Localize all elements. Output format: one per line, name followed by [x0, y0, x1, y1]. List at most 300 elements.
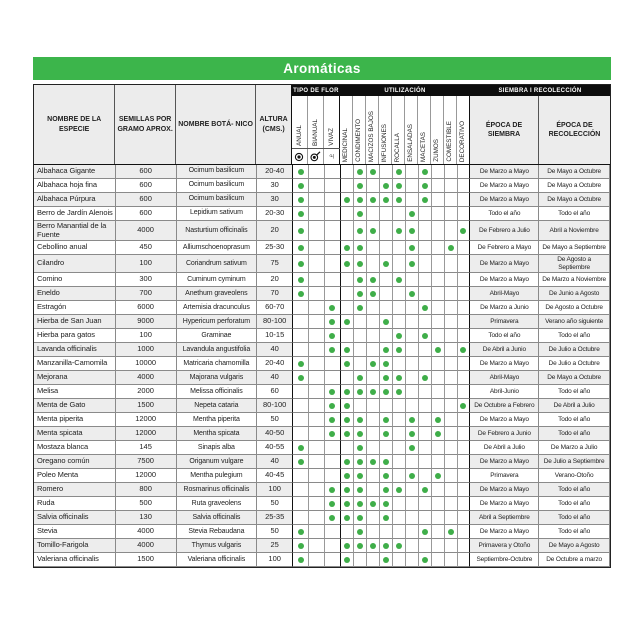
green-dot — [448, 245, 454, 251]
table-row — [34, 427, 610, 441]
mark-cell-zumos — [432, 553, 445, 567]
green-dot — [370, 501, 376, 507]
green-dot — [396, 389, 402, 395]
mark-cell-condimento — [354, 441, 367, 455]
green-dot — [344, 361, 350, 367]
table-row — [34, 539, 610, 553]
mark-cell-anual — [293, 455, 309, 469]
sowing-season-cell: De Marzo a Mayo — [470, 497, 539, 511]
column-label-text: DECORATIVO — [459, 120, 467, 162]
table-row — [34, 301, 610, 315]
botanical-name-cell: Rosmarinus officinalis — [177, 483, 258, 497]
mark-cell-macizos-bajos — [367, 221, 380, 241]
table-row — [34, 255, 610, 273]
mark-cell-decorativo — [458, 329, 471, 343]
mark-cell-condimento — [354, 539, 367, 553]
column-label-text: VIVAZ — [327, 128, 335, 146]
table-row — [34, 343, 610, 357]
mark-cell-macetas — [419, 165, 432, 179]
green-dot — [329, 333, 335, 339]
mark-cell-infusiones — [380, 385, 393, 399]
mark-cell-bianual — [309, 287, 325, 301]
green-dot — [370, 389, 376, 395]
perennial-flower-icon — [324, 149, 340, 164]
green-dot — [409, 445, 415, 451]
mark-cell-macizos-bajos — [367, 301, 380, 315]
mark-cell-ensaladas — [406, 427, 419, 441]
mark-cell-ensaladas — [406, 343, 419, 357]
biennial-flower-icon — [308, 149, 324, 164]
mark-cell-condimento — [354, 483, 367, 497]
sowing-harvest-headers — [470, 96, 610, 164]
mark-cell-condimento — [354, 427, 367, 441]
botanical-name-cell: Matricaria chamomilla — [177, 357, 258, 371]
mark-cell-condimento — [354, 315, 367, 329]
mark-cell-macizos-bajos — [367, 511, 380, 525]
mark-cell-comestible — [445, 255, 458, 273]
mark-cell-macizos-bajos — [367, 413, 380, 427]
species-name-cell: Tomillo-Farigola — [34, 539, 116, 553]
mark-cell-medicinal — [341, 385, 354, 399]
mark-cell-macetas — [419, 399, 432, 413]
harvest-season-cell: Todo el año — [539, 497, 610, 511]
mark-cell-medicinal — [341, 241, 354, 255]
mark-cell-rocalla — [393, 287, 406, 301]
mark-cell-bianual — [309, 399, 325, 413]
mark-cell-decorativo — [458, 553, 471, 567]
column-label-text: COMESTIBLE — [446, 121, 454, 162]
mark-cell-medicinal — [341, 539, 354, 553]
mark-cell-decorativo — [458, 413, 471, 427]
mark-cell-decorativo — [458, 469, 471, 483]
mark-cell-infusiones — [380, 553, 393, 567]
mark-cell-macetas — [419, 553, 432, 567]
mark-cell-infusiones — [380, 427, 393, 441]
mark-cell-vivaz — [325, 287, 341, 301]
mark-cell-decorativo — [458, 165, 471, 179]
green-dot — [383, 389, 389, 395]
species-name-cell: Mostaza blanca — [34, 441, 116, 455]
mark-cell-rocalla — [393, 553, 406, 567]
mark-cell-condimento — [354, 511, 367, 525]
mark-cell-macizos-bajos — [367, 255, 380, 273]
green-dot — [298, 211, 304, 217]
table-row — [34, 241, 610, 255]
mark-cell-ensaladas — [406, 241, 419, 255]
mark-cell-anual — [293, 441, 309, 455]
mark-cell-comestible — [445, 357, 458, 371]
mark-cell-condimento — [354, 193, 367, 207]
utilization-group-bar: UTILIZACIÓN — [340, 85, 470, 96]
mark-cell-rocalla — [393, 525, 406, 539]
mark-cell-zumos — [432, 427, 445, 441]
mark-cell-condimento — [354, 329, 367, 343]
green-dot — [383, 543, 389, 549]
sowing-season-cell: De Marzo a Mayo — [470, 483, 539, 497]
seeds-per-gram-cell: 4000 — [116, 221, 177, 241]
mark-cell-zumos — [432, 329, 445, 343]
mark-cell-macizos-bajos — [367, 525, 380, 539]
seeds-per-gram-cell: 450 — [116, 241, 177, 255]
mark-cell-comestible — [445, 553, 458, 567]
sowing-harvest-group-bar: SIEMBRA I RECOLECCIÓN — [470, 85, 610, 96]
mark-cell-decorativo — [458, 427, 471, 441]
species-name-cell: Stevia — [34, 525, 116, 539]
mark-cell-infusiones — [380, 193, 393, 207]
mark-cell-vivaz — [325, 469, 341, 483]
column-label-text: ENSALADAS — [407, 124, 415, 162]
green-dot — [370, 197, 376, 203]
mark-cell-condimento — [354, 179, 367, 193]
column-label-decorativo — [457, 96, 470, 164]
mark-cell-bianual — [309, 469, 325, 483]
mark-cell-vivaz — [325, 207, 341, 221]
mark-cell-condimento — [354, 371, 367, 385]
mark-cell-medicinal — [341, 525, 354, 539]
sowing-season-cell: De Febrero a Julio — [470, 221, 539, 241]
green-dot — [344, 431, 350, 437]
mark-cell-infusiones — [380, 343, 393, 357]
height-cell: 80-100 — [257, 315, 293, 329]
mark-cell-infusiones — [380, 455, 393, 469]
sowing-season-cell: De Abril a Julio — [470, 441, 539, 455]
height-cell: 100 — [257, 483, 293, 497]
green-dot — [357, 305, 363, 311]
mark-cell-medicinal — [341, 207, 354, 221]
sowing-season-cell: De Marzo a Mayo — [470, 455, 539, 469]
mark-cell-bianual — [309, 343, 325, 357]
mark-cell-decorativo — [458, 441, 471, 455]
mark-cell-bianual — [309, 241, 325, 255]
table-row — [34, 483, 610, 497]
mark-cell-decorativo — [458, 241, 471, 255]
mark-cell-ensaladas — [406, 273, 419, 287]
mark-cell-decorativo — [458, 221, 471, 241]
mark-cell-comestible — [445, 441, 458, 455]
harvest-season-cell: Todo el año — [539, 329, 610, 343]
green-dot — [357, 183, 363, 189]
mark-cell-macetas — [419, 497, 432, 511]
mark-cell-infusiones — [380, 399, 393, 413]
mark-cell-rocalla — [393, 329, 406, 343]
harvest-season-cell: De Abril a Julio — [539, 399, 610, 413]
green-dot — [329, 487, 335, 493]
mark-cell-decorativo — [458, 343, 471, 357]
green-dot — [298, 228, 304, 234]
mark-cell-macizos-bajos — [367, 441, 380, 455]
column-label-text: ZUMOS — [433, 139, 441, 162]
species-name-cell: Valeriana officinalis — [34, 553, 116, 567]
height-cell: 40-50 — [257, 427, 293, 441]
column-label-rocalla — [392, 96, 405, 164]
mark-cell-comestible — [445, 315, 458, 329]
mark-cell-anual — [293, 539, 309, 553]
mark-cell-macizos-bajos — [367, 165, 380, 179]
mark-cell-rocalla — [393, 301, 406, 315]
mark-cell-infusiones — [380, 539, 393, 553]
mark-cell-ensaladas — [406, 469, 419, 483]
seeds-per-gram-cell: 7500 — [116, 455, 177, 469]
mark-cell-bianual — [309, 497, 325, 511]
mark-cell-vivaz — [325, 301, 341, 315]
green-dot — [409, 473, 415, 479]
mark-cell-zumos — [432, 483, 445, 497]
sowing-season-cell: De Octubre a Febrero — [470, 399, 539, 413]
mark-cell-anual — [293, 371, 309, 385]
column-label-macetas — [418, 96, 431, 164]
green-dot — [383, 347, 389, 353]
table-title-bar — [33, 57, 611, 80]
mark-cell-rocalla — [393, 165, 406, 179]
mark-cell-anual — [293, 399, 309, 413]
mark-cell-comestible — [445, 273, 458, 287]
column-label-macizos-bajos — [366, 96, 379, 164]
mark-cell-decorativo — [458, 255, 471, 273]
mark-cell-macetas — [419, 193, 432, 207]
mark-cell-ensaladas — [406, 539, 419, 553]
green-dot — [357, 197, 363, 203]
botanical-name-cell: Mentha piperita — [177, 413, 258, 427]
mark-cell-zumos — [432, 179, 445, 193]
seeds-per-gram-cell: 600 — [116, 165, 177, 179]
utilization-labels — [340, 96, 470, 164]
mark-cell-macetas — [419, 539, 432, 553]
mark-cell-rocalla — [393, 511, 406, 525]
botanical-name-cell: Ocimum basilicum — [177, 165, 258, 179]
green-dot — [357, 291, 363, 297]
mark-cell-anual — [293, 511, 309, 525]
mark-cell-ensaladas — [406, 329, 419, 343]
botanical-name-cell: Hypericum perforatum — [177, 315, 258, 329]
green-dot — [370, 361, 376, 367]
mark-cell-infusiones — [380, 511, 393, 525]
harvest-season-cell: De Mayo a Octubre — [539, 165, 610, 179]
mark-cell-rocalla — [393, 497, 406, 511]
mark-cell-rocalla — [393, 385, 406, 399]
mark-cell-decorativo — [458, 497, 471, 511]
green-dot — [357, 501, 363, 507]
green-dot — [383, 501, 389, 507]
botanical-name-cell: Ocimum basilicum — [177, 193, 258, 207]
mark-cell-macetas — [419, 525, 432, 539]
mark-cell-zumos — [432, 193, 445, 207]
mark-cell-macetas — [419, 255, 432, 273]
green-dot — [357, 211, 363, 217]
mark-cell-macetas — [419, 179, 432, 193]
mark-cell-medicinal — [341, 287, 354, 301]
seeds-per-gram-cell: 4000 — [116, 525, 177, 539]
mark-cell-rocalla — [393, 241, 406, 255]
height-cell: 100 — [257, 553, 293, 567]
mark-cell-zumos — [432, 357, 445, 371]
botanical-name-cell: Graminae — [177, 329, 258, 343]
column-label-comestible — [444, 96, 457, 164]
green-dot — [298, 375, 304, 381]
mark-cell-decorativo — [458, 539, 471, 553]
table-row — [34, 221, 610, 241]
green-dot — [298, 183, 304, 189]
seeds-per-gram-cell: 6000 — [116, 301, 177, 315]
botanical-name-cell: Artemisia dracunculus — [177, 301, 258, 315]
green-dot — [344, 557, 350, 563]
sowing-season-cell: Abril a Septiembre — [470, 511, 539, 525]
height-cell: 40-45 — [257, 469, 293, 483]
mark-cell-zumos — [432, 441, 445, 455]
sowing-harvest-group — [470, 85, 610, 164]
mark-cell-bianual — [309, 511, 325, 525]
harvest-season-cell: Abril a Noviembre — [539, 221, 610, 241]
mark-cell-medicinal — [341, 315, 354, 329]
green-dot — [329, 501, 335, 507]
green-dot — [298, 197, 304, 203]
mark-cell-rocalla — [393, 343, 406, 357]
harvest-season-cell: Todo el año — [539, 511, 610, 525]
green-dot — [329, 389, 335, 395]
mark-cell-zumos — [432, 221, 445, 241]
column-label-medicinal — [340, 96, 353, 164]
column-label-text: INFUSIONES — [381, 123, 389, 162]
botanical-name-cell: Sinapis alba — [177, 441, 258, 455]
mark-cell-condimento — [354, 255, 367, 273]
mark-cell-zumos — [432, 455, 445, 469]
green-dot — [298, 543, 304, 549]
mark-cell-condimento — [354, 455, 367, 469]
mark-cell-condimento — [354, 413, 367, 427]
mark-cell-infusiones — [380, 207, 393, 221]
mark-cell-comestible — [445, 221, 458, 241]
mark-cell-anual — [293, 207, 309, 221]
green-dot — [396, 543, 402, 549]
green-dot — [344, 389, 350, 395]
height-cell: 10-15 — [257, 329, 293, 343]
mark-cell-comestible — [445, 539, 458, 553]
mark-cell-rocalla — [393, 399, 406, 413]
mark-cell-rocalla — [393, 441, 406, 455]
mark-cell-comestible — [445, 399, 458, 413]
mark-cell-medicinal — [341, 165, 354, 179]
column-label-bianual — [308, 96, 324, 148]
annual-flower-icon — [292, 149, 308, 164]
mark-cell-macetas — [419, 511, 432, 525]
sowing-season-cell: Septiembre-Octubre — [470, 553, 539, 567]
mark-cell-condimento — [354, 469, 367, 483]
mark-cell-macizos-bajos — [367, 385, 380, 399]
green-dot — [357, 277, 363, 283]
mark-cell-bianual — [309, 413, 325, 427]
table-header — [34, 85, 610, 165]
mark-cell-decorativo — [458, 483, 471, 497]
mark-cell-anual — [293, 525, 309, 539]
flower-type-labels — [292, 96, 340, 148]
green-dot — [329, 347, 335, 353]
mark-cell-macetas — [419, 427, 432, 441]
table-row — [34, 385, 610, 399]
mark-cell-medicinal — [341, 413, 354, 427]
mark-cell-vivaz — [325, 179, 341, 193]
table-row — [34, 497, 610, 511]
mark-cell-ensaladas — [406, 255, 419, 273]
green-dot — [344, 459, 350, 465]
mark-cell-macetas — [419, 343, 432, 357]
mark-cell-infusiones — [380, 483, 393, 497]
mark-cell-condimento — [354, 385, 367, 399]
mark-cell-macetas — [419, 483, 432, 497]
green-dot — [383, 261, 389, 267]
botanical-name-cell: Anethum graveolens — [177, 287, 258, 301]
mark-cell-ensaladas — [406, 385, 419, 399]
mark-cell-bianual — [309, 207, 325, 221]
mark-cell-rocalla — [393, 413, 406, 427]
mark-cell-decorativo — [458, 273, 471, 287]
mark-cell-macetas — [419, 301, 432, 315]
green-dot — [344, 473, 350, 479]
botanical-name-cell: Majorana vulgaris — [177, 371, 258, 385]
harvest-season-cell: De Marzo a Julio — [539, 441, 610, 455]
botanical-name-cell: Nasturtium officinalis — [177, 221, 258, 241]
harvest-season-cell: Todo el año — [539, 385, 610, 399]
mark-cell-macetas — [419, 455, 432, 469]
mark-cell-condimento — [354, 241, 367, 255]
mark-cell-bianual — [309, 525, 325, 539]
mark-cell-zumos — [432, 207, 445, 221]
mark-cell-rocalla — [393, 207, 406, 221]
mark-cell-vivaz — [325, 343, 341, 357]
species-name-cell: Ruda — [34, 497, 116, 511]
botanical-name-cell: Coriandrum sativum — [177, 255, 258, 273]
mark-cell-comestible — [445, 165, 458, 179]
green-dot — [344, 515, 350, 521]
mark-cell-medicinal — [341, 301, 354, 315]
mark-cell-anual — [293, 179, 309, 193]
mark-cell-bianual — [309, 385, 325, 399]
green-dot — [422, 333, 428, 339]
mark-cell-vivaz — [325, 525, 341, 539]
column-label-vivaz — [324, 96, 340, 148]
sowing-season-cell: Todo el año — [470, 329, 539, 343]
mark-cell-ensaladas — [406, 413, 419, 427]
header-seeds-per-gram: SEMILLAS POR GRAMO APROX. — [115, 85, 176, 164]
mark-cell-anual — [293, 343, 309, 357]
mark-cell-infusiones — [380, 273, 393, 287]
green-dot — [383, 487, 389, 493]
green-dot — [422, 169, 428, 175]
seeds-per-gram-cell: 4000 — [116, 539, 177, 553]
flower-type-symbols — [292, 148, 340, 164]
mark-cell-zumos — [432, 469, 445, 483]
mark-cell-medicinal — [341, 273, 354, 287]
sowing-season-cell: Abril-Junio — [470, 385, 539, 399]
mark-cell-condimento — [354, 357, 367, 371]
mark-cell-zumos — [432, 255, 445, 273]
green-dot — [357, 515, 363, 521]
species-name-cell: Hierba para gatos — [34, 329, 116, 343]
green-dot — [422, 305, 428, 311]
table-row — [34, 511, 610, 525]
green-dot — [344, 417, 350, 423]
mark-cell-ensaladas — [406, 357, 419, 371]
mark-cell-condimento — [354, 221, 367, 241]
harvest-season-cell: Todo el año — [539, 413, 610, 427]
botanical-name-cell: Lavandula angustifolia — [177, 343, 258, 357]
mark-cell-macizos-bajos — [367, 207, 380, 221]
green-dot — [298, 169, 304, 175]
mark-cell-anual — [293, 301, 309, 315]
green-dot — [298, 361, 304, 367]
green-dot — [396, 197, 402, 203]
sowing-season-cell: De Marzo a Mayo — [470, 255, 539, 273]
mark-cell-zumos — [432, 525, 445, 539]
seeds-per-gram-cell: 1000 — [116, 343, 177, 357]
